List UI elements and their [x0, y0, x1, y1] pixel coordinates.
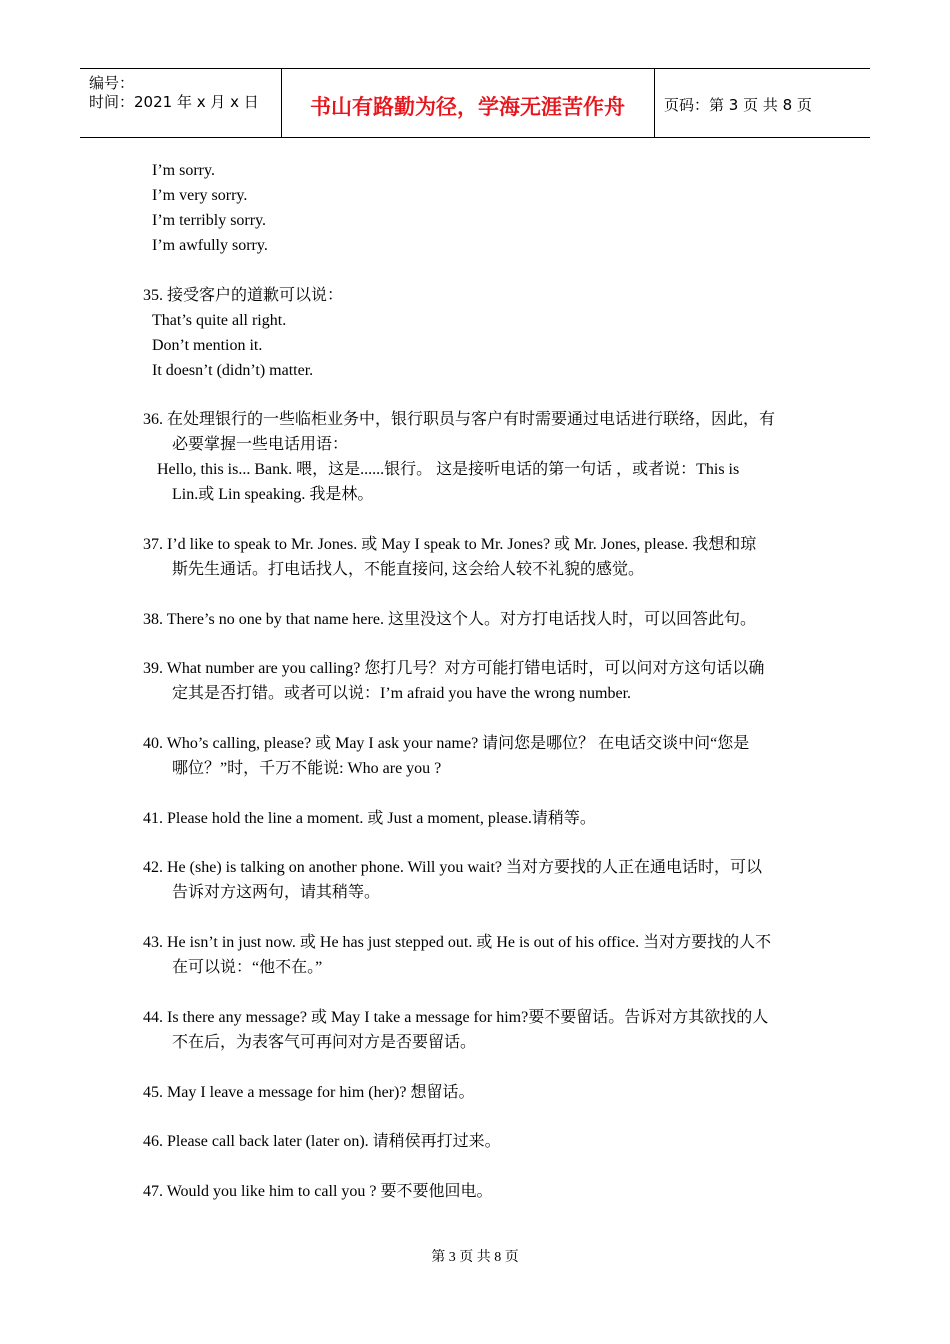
- item-46-line: 46. Please call back later (later on). 请稍侯再打过来。: [143, 1133, 501, 1150]
- item-43-line: 43. He isn’t in just now. 或 He has just stepped out. 或 He is out of his office. 当对方要找的人不: [143, 934, 772, 951]
- item-44-line: 不在后，为表客气可再问对方是否要留话。: [172, 1034, 477, 1051]
- page-header: [80, 68, 870, 138]
- item-41-line: 41. Please hold the line a moment. 或 Just a moment, please.请稍等。: [143, 810, 596, 827]
- item-37-line: 37. I’d like to speak to Mr. Jones. 或 May I speak to Mr. Jones? 或 Mr. Jones, please. 我想和琼: [143, 536, 757, 553]
- sorry-line: I’m terribly sorry.: [152, 212, 267, 229]
- item-39-line: 39. What number are you calling? 您打几号？对方可能打错电话时，可以问对方这句话以确: [143, 660, 765, 677]
- item-42-line: 42. He (she) is talking on another phone. Will you wait? 当对方要找的人正在通电话时，可以: [143, 859, 762, 876]
- item-35-line: It doesn’t (didn’t) matter.: [152, 362, 314, 379]
- page-footer: 第 3 页 共 8 页: [431, 1250, 519, 1265]
- header-page-cell: [655, 69, 870, 137]
- header-page-info: 页码：第 3 页 共 8 页: [664, 96, 812, 114]
- sorry-line: I’m awfully sorry.: [152, 237, 268, 254]
- sorry-line: I’m sorry.: [152, 162, 215, 179]
- item-42-line: 告诉对方这两句，请其稍等。: [172, 884, 381, 901]
- item-35-heading: 35. 接受客户的道歉可以说：: [143, 287, 344, 304]
- item-36-line: 36. 在处理银行的一些临柜业务中，银行职员与客户有时需要通过电话进行联络，因此，有: [143, 411, 776, 428]
- item-37-line: 斯先生通话。打电话找人，不能直接问, 这会给人较不礼貌的感觉。: [172, 561, 645, 578]
- item-40-line: 哪位？”时，千万不能说: Who are you ?: [172, 760, 442, 777]
- sorry-line: I’m very sorry.: [152, 187, 248, 204]
- item-47-line: 47. Would you like him to call you ? 要不要他回电。: [143, 1183, 493, 1200]
- header-motto: 书山有路勤为径，学海无涯苦作舟: [310, 95, 625, 119]
- item-36-line: Lin.或 Lin speaking. 我是林。: [172, 486, 374, 503]
- item-39-line: 定其是否打错。或者可以说：I’m afraid you have the wrong number.: [172, 685, 632, 702]
- item-36-line: Hello, this is... Bank. 喂，这是......银行。 这是接听电话的第一句话 ，或者说：This is: [157, 461, 740, 478]
- header-motto-cell: [281, 69, 655, 137]
- item-38-line: 38. There’s no one by that name here. 这里没这个人。对方打电话找人时，可以回答此句。: [143, 611, 756, 628]
- item-44-line: 44. Is there any message? 或 May I take a message for him?要不要留话。告诉对方其欲找的人: [143, 1009, 769, 1026]
- item-43-line: 在可以说：“他不在。”: [172, 959, 323, 976]
- document-number-label: 编号：: [89, 74, 135, 92]
- item-36-line: 必要掌握一些电话用语：: [172, 436, 349, 453]
- item-45-line: 45. May I leave a message for him (her)? 想留话。: [143, 1084, 475, 1101]
- header-info-cell: [80, 69, 282, 137]
- document-date: 时间：2021 年 x 月 x 日: [89, 93, 259, 111]
- item-35-line: Don’t mention it.: [152, 337, 263, 354]
- item-35-line: That’s quite all right.: [152, 312, 287, 329]
- item-40-line: 40. Who’s calling, please? 或 May I ask your name? 请问您是哪位？ 在电话交谈中问“您是: [143, 735, 750, 752]
